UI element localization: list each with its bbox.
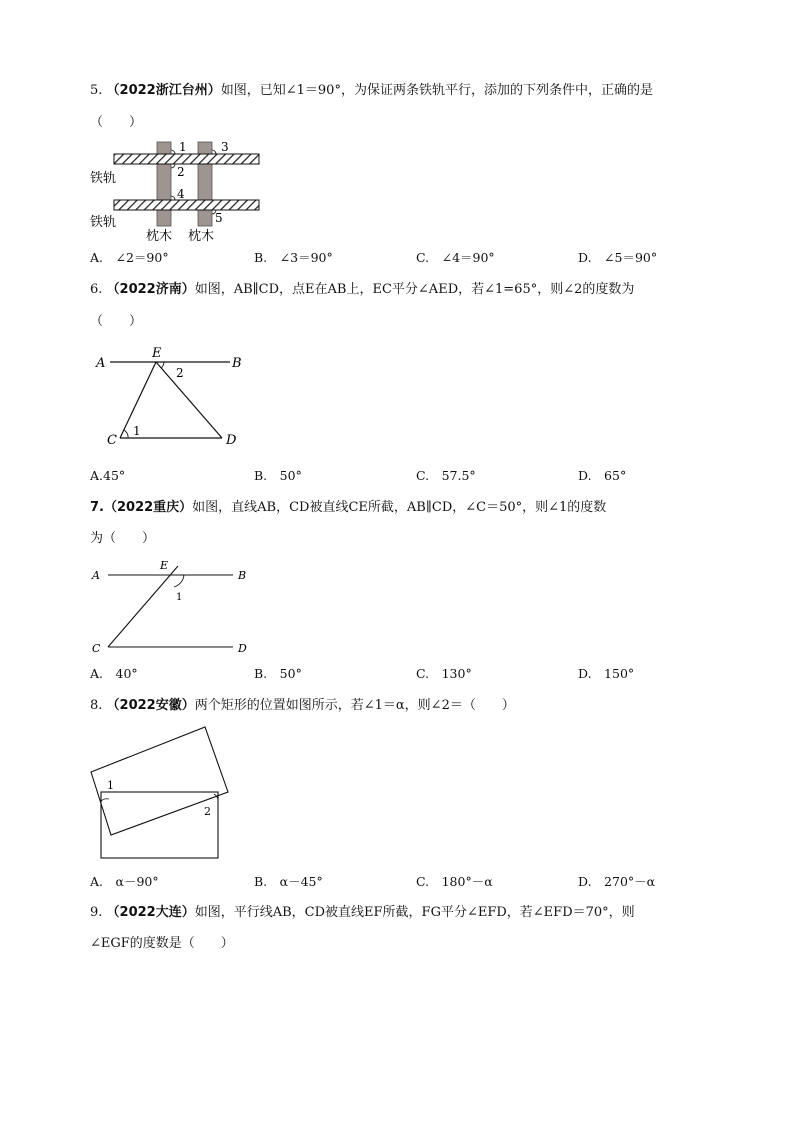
q9-stem-line — [90, 904, 635, 922]
q6-option-c[interactable]: C. 57.5° — [416, 468, 476, 483]
q6-option-b[interactable]: B. 50° — [254, 468, 302, 483]
q5-label-rail-top: 铁轨 — [90, 171, 117, 186]
q8-stem-line — [90, 697, 515, 715]
q5-angle-1: 1 — [179, 140, 187, 154]
q5-number: 5. — [90, 83, 103, 98]
q5-rail-figure — [88, 138, 263, 244]
q5-angle-2: 2 — [177, 165, 185, 179]
q5-stem: 如图，已知∠1＝90°，为保证两条铁轨平行，添加的下列条件中，正确的是 — [220, 83, 653, 98]
q7-option-b[interactable]: B. 50° — [254, 666, 302, 681]
q7-stem: 如图，直线AB，CD被直线CE所截，AB∥CD，∠C＝50°，则∠1的度数 — [192, 500, 607, 515]
q8-option-d[interactable]: D. 270°－α — [578, 874, 656, 889]
q6-label-E: E — [152, 346, 162, 361]
q7-label-E: E — [160, 560, 169, 572]
q8-option-b[interactable]: B. α－45° — [254, 874, 323, 889]
q7-label-B: B — [238, 569, 247, 582]
q7-number: 7. — [90, 500, 104, 515]
q9-stem-line-2: ∠EGF的度数是（ ） — [90, 936, 234, 951]
q8-source: （2022安徽） — [106, 698, 195, 713]
q6-stem: 如图，AB∥CD，点E在AB上，EC平分∠AED，若∠1=65°，则∠2的度数为 — [194, 282, 635, 297]
q7-label-D: D — [238, 642, 247, 655]
q5-source: （2022浙江台州） — [106, 83, 221, 98]
q7-option-d[interactable]: D. 150° — [578, 666, 635, 681]
q6-option-d[interactable]: D. 65° — [578, 468, 627, 483]
q8-stem: 两个矩形的位置如图所示，若∠1＝α，则∠2＝（ ） — [194, 698, 515, 713]
q8-option-a[interactable]: A. α－90° — [90, 874, 159, 889]
rail-top — [114, 154, 259, 164]
q9-number: 9. — [90, 905, 103, 920]
q7-transversal-figure — [88, 560, 258, 660]
q7-option-c[interactable]: C. 130° — [416, 666, 472, 681]
q5-option-c[interactable]: C. ∠4＝90° — [416, 250, 495, 265]
q6-number: 6. — [90, 282, 103, 297]
q9-source: （2022大连） — [106, 905, 195, 920]
rail-bottom — [114, 200, 259, 210]
q7-angle-1: 1 — [176, 592, 183, 603]
q6-stem-line — [90, 281, 634, 299]
q7-label-C: C — [92, 642, 101, 655]
q5-label-sleeper-right: 枕木 — [188, 229, 215, 244]
q5-angle-5: 5 — [215, 211, 223, 225]
q5-option-a[interactable]: A. ∠2＝90° — [90, 250, 169, 265]
q6-label-A: A — [96, 356, 106, 371]
q6-blank: （ ） — [90, 314, 143, 329]
q5-angle-3: 3 — [221, 140, 229, 154]
q8-option-c[interactable]: C. 180°－α — [416, 874, 493, 889]
q5-option-d[interactable]: D. ∠5＝90° — [578, 250, 658, 265]
q7-option-a[interactable]: A. 40° — [90, 666, 138, 681]
q6-label-C: C — [107, 433, 117, 448]
q5-angle-4: 4 — [177, 187, 185, 201]
q5-label-rail-bottom: 铁轨 — [90, 215, 117, 230]
q7-stem-line-2: 为（ ） — [90, 531, 156, 546]
q5-label-sleeper-left: 枕木 — [146, 229, 173, 244]
q6-angle-1: 1 — [133, 424, 141, 438]
q7-source: （2022重庆） — [103, 500, 193, 515]
q7-stem-line — [90, 499, 606, 517]
q5-blank: （ ） — [90, 115, 143, 130]
q6-source: （2022济南） — [106, 282, 195, 297]
q8-number: 8. — [90, 698, 103, 713]
q6-label-B: B — [232, 356, 242, 371]
q8-angle-2: 2 — [204, 805, 211, 818]
q6-option-a[interactable]: A.45° — [90, 468, 126, 483]
q5-option-b[interactable]: B. ∠3＝90° — [254, 250, 333, 265]
q6-label-D: D — [226, 433, 237, 448]
q5-stem-line — [90, 82, 653, 100]
q7-label-A: A — [92, 569, 100, 582]
q6-angle-2: 2 — [176, 366, 184, 380]
q6-triangle-figure — [90, 342, 250, 450]
q8-angle-1: 1 — [107, 779, 114, 792]
q9-stem: 如图，平行线AB，CD被直线EF所截，FG平分∠EFD，若∠EFD＝70°，则 — [194, 905, 635, 920]
q8-rectangles-figure — [88, 722, 238, 864]
